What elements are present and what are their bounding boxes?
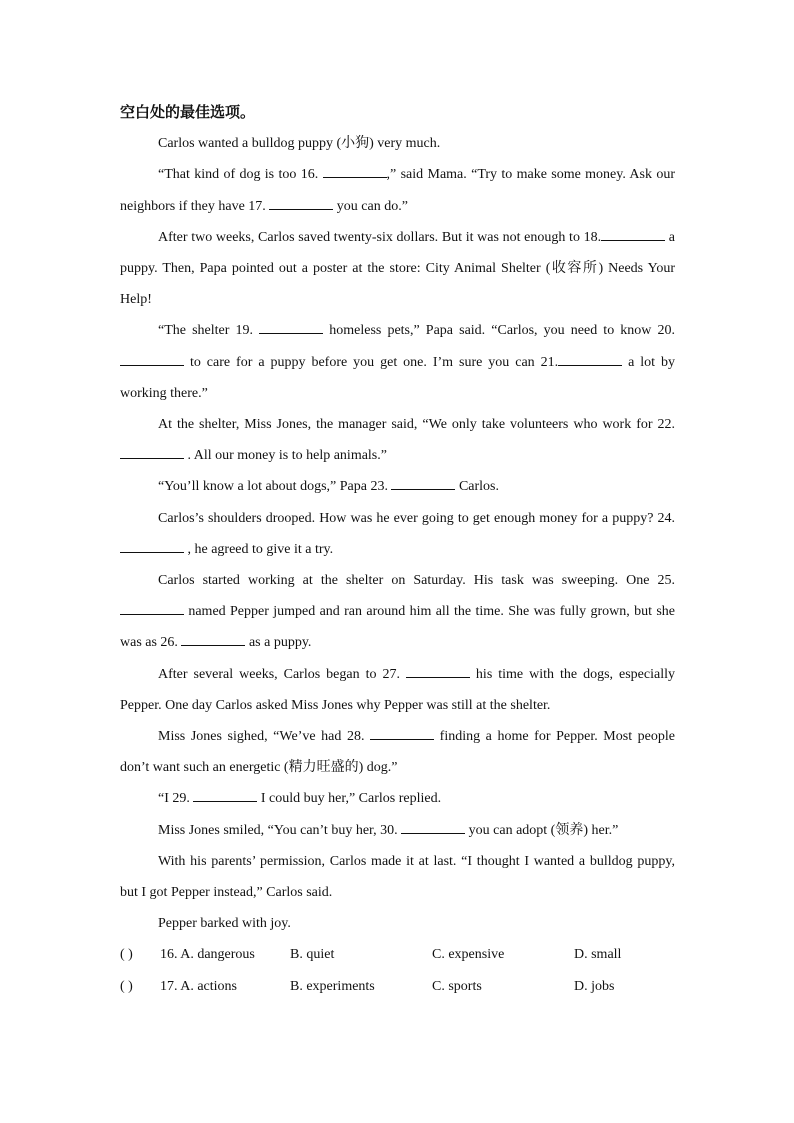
text: Miss Jones smiled, “You can’t buy her, 30.	[158, 822, 402, 838]
paragraph-1	[120, 128, 675, 159]
option-d: D. jobs	[574, 978, 615, 994]
text: finding a home for Pepper. Most people don’t want such an energetic (精力旺盛的) dog.”	[120, 729, 675, 776]
text: I could buy her,” Carlos replied.	[257, 791, 442, 807]
paragraph-13	[120, 846, 675, 908]
blank-16[interactable]	[323, 163, 387, 178]
text: a lot by working there.”	[120, 354, 675, 401]
blank-26[interactable]	[181, 631, 245, 646]
text: Pepper barked with joy.	[158, 916, 291, 932]
text: “I 29.	[158, 791, 194, 807]
option-c: C. expensive	[432, 947, 505, 963]
text: his time with the dogs, especially Pepper. One day Carlos asked Miss Jones why Pepper was still at the shelter.	[120, 666, 675, 713]
paragraph-10	[120, 721, 675, 783]
paragraph-11	[120, 783, 675, 814]
text: . All our money is to help animals.”	[184, 448, 387, 464]
blank-28[interactable]	[370, 725, 434, 740]
text: Carlos’s shoulders drooped. How was he ever going to get enough money for a puppy? 24.	[158, 510, 675, 526]
text: Miss Jones sighed, “We’ve had 28.	[158, 729, 371, 745]
paragraph-9	[120, 659, 675, 721]
text: At the shelter, Miss Jones, the manager said, “We only take volunteers who work for 22.	[158, 417, 675, 433]
blank-17[interactable]	[269, 195, 333, 210]
document-page	[120, 97, 675, 1002]
paragraph-14	[120, 908, 675, 939]
text: ,” said Mama. “Try to make some money. Ask our neighbors if they have 17.	[120, 167, 675, 214]
section-heading: 空白处的最佳选项。	[120, 103, 256, 121]
text: you can adopt (领养) her.”	[465, 822, 619, 838]
text: Carlos.	[455, 479, 500, 495]
paragraph-2	[120, 159, 675, 221]
blank-21[interactable]	[558, 351, 622, 366]
option-a: 16. A. dangerous	[160, 947, 255, 963]
text: With his parents’ permission, Carlos made it at last. “I thought I wanted a bulldog puppy, but I got Pepper instead,” Carlos said.	[120, 853, 675, 901]
paragraph-7	[120, 503, 675, 565]
paragraph-5	[120, 409, 675, 471]
paragraph-4	[120, 315, 675, 409]
blank-24[interactable]	[120, 538, 184, 553]
paragraph-8	[120, 565, 675, 659]
answer-paren[interactable]: ( )	[120, 947, 133, 963]
blank-29[interactable]	[193, 787, 257, 802]
text: After several weeks, Carlos began to 27.	[158, 666, 406, 682]
text: as a puppy.	[245, 635, 312, 651]
text: “You’ll know a lot about dogs,” Papa 23.	[158, 479, 392, 495]
blank-30[interactable]	[401, 819, 465, 834]
option-c: C. sports	[432, 978, 482, 994]
text: , he agreed to give it a try.	[184, 541, 334, 557]
blank-19[interactable]	[259, 319, 323, 334]
blank-18[interactable]	[601, 226, 665, 241]
text: a puppy. Then, Papa pointed out a poster at the store: City Animal Shelter (收容所) Needs Your Help!	[120, 229, 675, 308]
blank-27[interactable]	[406, 663, 470, 678]
text: named Pepper jumped and ran around him all the time. She was fully grown, but she was as 26.	[120, 604, 675, 651]
option-a: 17. A. actions	[160, 978, 237, 994]
paragraph-12	[120, 815, 675, 846]
paragraph-3	[120, 222, 675, 316]
question-16	[120, 939, 675, 970]
text: After two weeks, Carlos saved twenty-six dollars. But it was not enough to 18.	[158, 229, 602, 245]
option-b: B. experiments	[290, 978, 375, 994]
blank-20[interactable]	[120, 351, 184, 366]
text: homeless pets,” Papa said. “Carlos, you need to know 20.	[323, 323, 676, 339]
text: you can do.”	[333, 198, 408, 214]
text: “The shelter 19.	[158, 323, 260, 339]
question-17	[120, 971, 675, 1002]
paragraph-6	[120, 471, 675, 502]
blank-22[interactable]	[120, 444, 184, 459]
blank-25[interactable]	[120, 600, 184, 615]
text: Carlos wanted a bulldog puppy (小狗) very much.	[158, 136, 441, 152]
text: “That kind of dog is too 16.	[158, 167, 323, 183]
text: to care for a puppy before you get one. I’m sure you can 21.	[184, 354, 559, 370]
blank-23[interactable]	[391, 475, 455, 490]
option-b: B. quiet	[290, 947, 335, 963]
option-d: D. small	[574, 947, 622, 963]
answer-paren[interactable]: ( )	[120, 978, 133, 994]
text: Carlos started working at the shelter on Saturday. His task was sweeping. One 25.	[158, 573, 675, 589]
